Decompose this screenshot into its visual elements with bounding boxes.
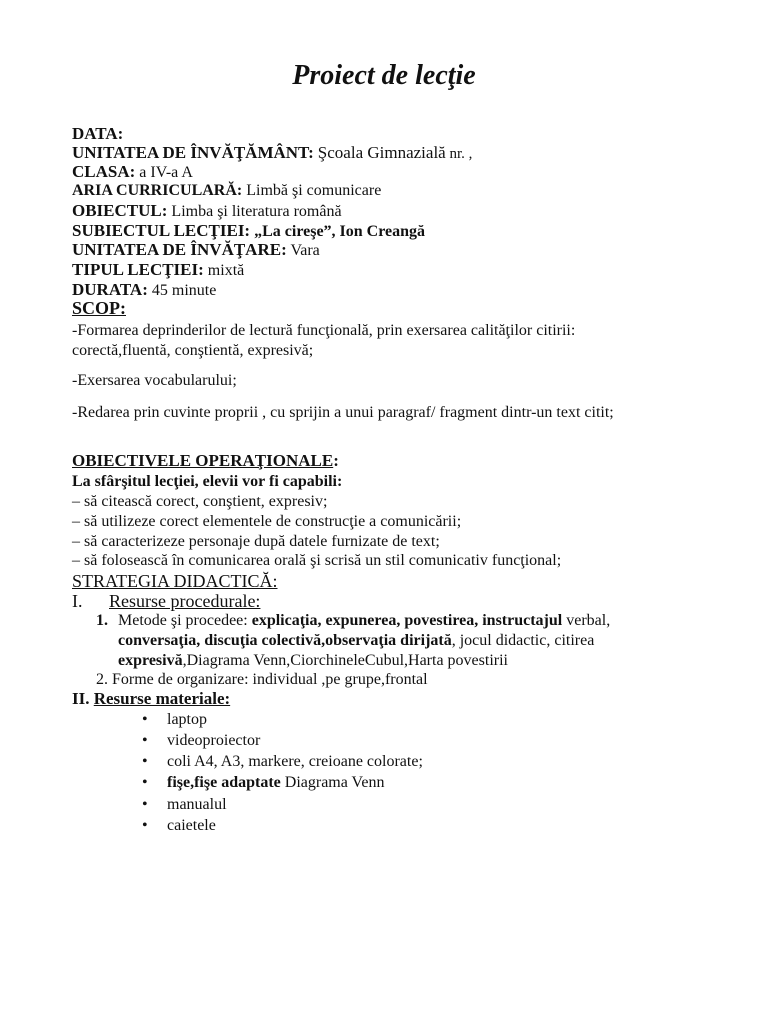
obiective-heading — [72, 451, 339, 471]
metode-label: Metode şi procedee: — [118, 612, 252, 629]
scop-heading — [72, 298, 126, 318]
obiectiv-item: – să utilizeze corect elementele de construcţie a comunicării; — [72, 513, 462, 530]
bullet-icon: • — [142, 753, 148, 770]
field-subiectul-label: SUBIECTUL LECŢIEI: — [72, 221, 251, 240]
metode-line-3 — [118, 651, 508, 671]
scop-heading-text: SCOP: — [72, 298, 126, 318]
field-unitatea-label: UNITATEA DE ÎNVĂŢĂMÂNT: — [72, 143, 314, 162]
resurse-materiale-heading — [72, 689, 230, 709]
field-tipul-label: TIPUL LECŢIEI: — [72, 260, 204, 279]
metode-list-b-tail: , jocul didactic, citirea — [451, 632, 595, 649]
obiective-heading-text: OBIECTIVELE OPERAŢIONALE — [72, 451, 334, 470]
list-item-text: laptop — [167, 711, 207, 728]
obiective-intro: La sfârşitul lecţiei, elevii vor fi capabili: — [72, 473, 343, 490]
metode-line-1 — [96, 611, 611, 631]
field-obiectul-value: Limba şi literatura română — [167, 203, 342, 220]
section-2-title: Resurse materiale: — [93, 689, 231, 708]
scop-line-4: -Redarea prin cuvinte proprii , cu sprijin a unui paragraf/ fragment dintr-un text citit; — [72, 404, 614, 421]
metode-list-c: expresivă — [118, 652, 183, 669]
field-obiectul — [72, 201, 342, 222]
field-tipul-value: mixtă — [203, 262, 245, 279]
obiectiv-item: – să citească corect, conştient, expresiv; — [72, 493, 328, 510]
scop-line-3: -Exersarea vocabularului; — [72, 372, 237, 389]
metode-text — [118, 611, 610, 631]
field-aria — [72, 181, 381, 201]
field-data — [72, 124, 123, 144]
field-subiectul-value: „La cireşe”, Ion Creangă — [250, 223, 426, 240]
field-subiectul — [72, 221, 425, 242]
section-1-title: Resurse procedurale: — [109, 591, 261, 611]
list-item-text: coli A4, A3, markere, creioane colorate; — [167, 753, 423, 770]
scop-line-1: -Formarea deprinderilor de lectură funcţională, prin exersarea calităţilor citirii: — [72, 322, 576, 339]
field-unitatea — [72, 143, 472, 164]
field-durata-label: DURATA: — [72, 280, 148, 299]
field-tipul — [72, 260, 244, 281]
field-clasa-label: CLASA: — [72, 162, 136, 181]
metode-number: 1. — [96, 612, 108, 629]
obiectiv-item: – să folosească în comunicarea orală şi scrisă un stil comunicativ funcţional; — [72, 552, 562, 569]
field-clasa — [72, 162, 193, 183]
bullet-icon: • — [142, 732, 148, 749]
field-unitatea-value: Şcoala Gimnazială — [317, 143, 446, 162]
obiective-heading-colon: : — [333, 451, 339, 470]
metode-line-2 — [118, 631, 594, 651]
field-data-label: DATA: — [72, 124, 124, 143]
field-durata-value: 45 minute — [147, 282, 217, 299]
metode-list-b: conversaţia, discuţia colectivă,observaţia dirijată — [118, 632, 452, 649]
field-clasa-value: a IV-a A — [135, 164, 193, 181]
field-unitatea-invatare-value: Vara — [286, 242, 320, 259]
field-aria-label: ARIA CURRICULARĂ: — [72, 182, 243, 199]
list-item-text-tail: Diagrama Venn — [280, 774, 385, 791]
bullet-icon: • — [142, 774, 148, 791]
metode-list-c-tail: ,Diagrama Venn,CiorchineleCubul,Harta povestirii — [182, 652, 508, 669]
list-item-text — [167, 773, 384, 793]
field-unitatea-suffix: nr. , — [445, 146, 473, 162]
section-1-number: I. — [72, 591, 83, 611]
field-aria-value: Limbă şi comunicare — [242, 182, 382, 199]
obiectiv-item: – să caracterizeze personaje după datele furnizate de text; — [72, 533, 440, 550]
metode-list-a: explicaţia, expunerea, povestirea, instructajul — [251, 612, 563, 629]
resurse-procedurale-heading — [72, 591, 261, 611]
strategia-heading-text: STRATEGIA DIDACTICĂ: — [72, 571, 278, 591]
page-title: Proiect de lecţie — [292, 60, 476, 91]
field-unitatea-invatare — [72, 240, 320, 261]
list-item-text-bold: fişe,fişe adaptate — [167, 774, 281, 791]
strategia-heading — [72, 571, 278, 591]
field-obiectul-label: OBIECTUL: — [72, 201, 168, 220]
field-unitatea-invatare-label: UNITATEA DE ÎNVĂŢARE: — [72, 240, 287, 259]
bullet-icon: • — [142, 817, 148, 834]
scop-line-2: corectă,fluentă, conştientă, expresivă; — [72, 342, 314, 359]
list-item-text: manualul — [167, 796, 227, 813]
bullet-icon: • — [142, 711, 148, 728]
list-item-text: caietele — [167, 817, 216, 834]
section-2-number: II. — [72, 689, 94, 708]
metode-list-a-tail: verbal, — [562, 612, 611, 629]
list-item-text: videoproiector — [167, 732, 261, 749]
bullet-icon: • — [142, 796, 148, 813]
forme-organizare: 2. Forme de organizare: individual ,pe grupe,frontal — [96, 671, 428, 688]
